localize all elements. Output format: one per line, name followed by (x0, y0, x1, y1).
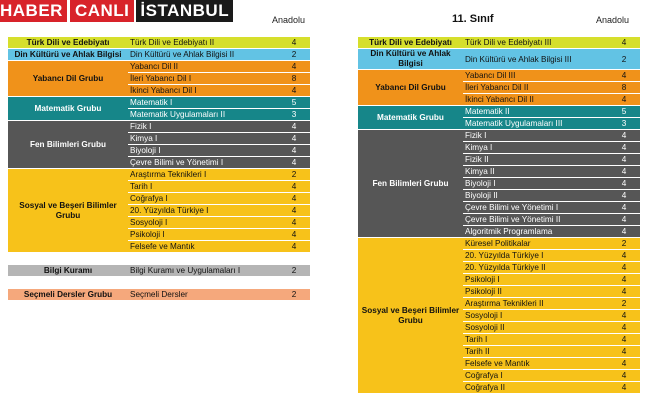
table-row (8, 265, 310, 277)
right-column-header: Anadolu (596, 15, 630, 25)
weekly-hours: 2 (608, 238, 640, 250)
course-name: Coğrafya II (463, 382, 608, 394)
weekly-hours: 4 (278, 37, 310, 49)
weekly-hours: 4 (608, 358, 640, 370)
group-name: Sosyal ve Beşeri Bilimler Grubu (358, 238, 463, 394)
table-row (358, 37, 640, 49)
course-name: Seçmeli Dersler (128, 289, 278, 301)
group-name: Yabancı Dil Grubu (8, 61, 128, 97)
group-spacer (8, 277, 310, 289)
left-curriculum-table (8, 37, 310, 301)
course-name: Coğrafya I (128, 193, 278, 205)
weekly-hours: 2 (608, 298, 640, 310)
news-channel-logo (0, 0, 233, 22)
weekly-hours: 2 (608, 49, 640, 70)
course-name: Çevre Bilimi ve Yönetimi I (128, 157, 278, 169)
course-name: Matematik I (128, 97, 278, 109)
course-name: Biyoloji I (463, 178, 608, 190)
weekly-hours: 3 (608, 118, 640, 130)
course-name: Fizik II (463, 154, 608, 166)
course-name: Matematik Uygulamaları II (128, 109, 278, 121)
course-name: Yabancı Dil III (463, 70, 608, 82)
weekly-hours: 4 (608, 94, 640, 106)
weekly-hours: 4 (608, 322, 640, 334)
weekly-hours: 4 (278, 229, 310, 241)
course-name: Felsefe ve Mantık (463, 358, 608, 370)
weekly-hours: 4 (278, 193, 310, 205)
group-name: Matematik Grubu (358, 106, 463, 130)
weekly-hours: 4 (608, 370, 640, 382)
course-name: Biyoloji I (128, 145, 278, 157)
course-name: Bilgi Kuramı ve Uygulamaları I (128, 265, 278, 277)
weekly-hours: 4 (608, 190, 640, 202)
group-name: Bilgi Kuramı (8, 265, 128, 277)
course-name: Tarih II (463, 346, 608, 358)
right-table-title: 11. Sınıf (452, 13, 494, 25)
course-name: Fizik I (128, 121, 278, 133)
course-name: İleri Yabancı Dil II (463, 82, 608, 94)
weekly-hours: 4 (608, 382, 640, 394)
course-name: Sosyoloji I (463, 310, 608, 322)
table-row (8, 289, 310, 301)
weekly-hours: 4 (608, 226, 640, 238)
course-name: Kimya II (463, 166, 608, 178)
weekly-hours: 4 (608, 142, 640, 154)
course-name: Fizik I (463, 130, 608, 142)
weekly-hours: 4 (608, 202, 640, 214)
course-name: Matematik Uygulamaları III (463, 118, 608, 130)
weekly-hours: 4 (278, 181, 310, 193)
table-row (8, 121, 310, 133)
table-row (358, 130, 640, 142)
course-name: Küresel Politikalar (463, 238, 608, 250)
logo-haber: HABER (0, 0, 67, 22)
weekly-hours: 5 (278, 97, 310, 109)
course-name: Türk Dili ve Edebiyatı II (128, 37, 278, 49)
left-column-header: Anadolu (272, 15, 306, 25)
weekly-hours: 5 (608, 106, 640, 118)
table-row (8, 169, 310, 181)
course-name: Yabancı Dil II (128, 61, 278, 73)
course-name: Kimya I (463, 142, 608, 154)
group-name: Matematik Grubu (8, 97, 128, 121)
weekly-hours: 4 (278, 85, 310, 97)
weekly-hours: 2 (278, 49, 310, 61)
weekly-hours: 4 (278, 205, 310, 217)
weekly-hours: 2 (278, 289, 310, 301)
weekly-hours: 4 (608, 154, 640, 166)
weekly-hours: 3 (278, 109, 310, 121)
course-name: 20. Yüzyılda Türkiye II (463, 262, 608, 274)
table-row (358, 106, 640, 118)
group-name: Sosyal ve Beşeri Bilimler Grubu (8, 169, 128, 253)
weekly-hours: 4 (278, 145, 310, 157)
weekly-hours: 4 (608, 346, 640, 358)
course-name: İleri Yabancı Dil I (128, 73, 278, 85)
course-name: 20. Yüzyılda Türkiye I (128, 205, 278, 217)
group-name: Din Kültürü ve Ahlak Bilgisi (8, 49, 128, 61)
right-curriculum-table (358, 37, 640, 394)
course-name: Psikoloji I (463, 274, 608, 286)
course-name: Matematik II (463, 106, 608, 118)
course-name: Din Kültürü ve Ahlak Bilgisi II (128, 49, 278, 61)
weekly-hours: 4 (608, 334, 640, 346)
course-name: Din Kültürü ve Ahlak Bilgisi III (463, 49, 608, 70)
course-name: Felsefe ve Mantık (128, 241, 278, 253)
group-name: Türk Dili ve Edebiyatı (358, 37, 463, 49)
weekly-hours: 4 (608, 250, 640, 262)
course-name: Coğrafya I (463, 370, 608, 382)
weekly-hours: 4 (608, 214, 640, 226)
group-name: Din Kültürü ve Ahlak Bilgisi (358, 49, 463, 70)
table-row (8, 97, 310, 109)
course-name: Algoritmik Programlama (463, 226, 608, 238)
course-name: Tarih I (128, 181, 278, 193)
table-row (8, 61, 310, 73)
weekly-hours: 4 (278, 133, 310, 145)
weekly-hours: 8 (608, 82, 640, 94)
logo-canli: CANLI (70, 0, 134, 22)
course-name: Çevre Bilimi ve Yönetimi I (463, 202, 608, 214)
weekly-hours: 4 (278, 217, 310, 229)
group-name: Türk Dili ve Edebiyatı (8, 37, 128, 49)
group-name: Yabancı Dil Grubu (358, 70, 463, 106)
weekly-hours: 4 (278, 121, 310, 133)
course-name: Çevre Bilimi ve Yönetimi II (463, 214, 608, 226)
weekly-hours: 4 (608, 37, 640, 49)
group-spacer (8, 253, 310, 265)
course-name: İkinci Yabancı Dil II (463, 94, 608, 106)
table-row (8, 49, 310, 61)
course-name: Psikoloji II (463, 286, 608, 298)
weekly-hours: 4 (278, 241, 310, 253)
logo-istanbul: İSTANBUL (136, 0, 233, 22)
group-name: Fen Bilimleri Grubu (8, 121, 128, 169)
table-row (358, 70, 640, 82)
weekly-hours: 4 (608, 310, 640, 322)
course-name: İkinci Yabancı Dil I (128, 85, 278, 97)
table-row (358, 49, 640, 70)
weekly-hours: 2 (278, 265, 310, 277)
weekly-hours: 4 (608, 286, 640, 298)
weekly-hours: 4 (278, 61, 310, 73)
weekly-hours: 4 (608, 274, 640, 286)
weekly-hours: 8 (278, 73, 310, 85)
course-name: Sosyoloji II (463, 322, 608, 334)
course-name: Sosyoloji I (128, 217, 278, 229)
weekly-hours: 4 (608, 70, 640, 82)
group-name: Fen Bilimleri Grubu (358, 130, 463, 238)
course-name: Biyoloji II (463, 190, 608, 202)
course-name: 20. Yüzyılda Türkiye I (463, 250, 608, 262)
weekly-hours: 4 (608, 130, 640, 142)
weekly-hours: 4 (608, 262, 640, 274)
course-name: Araştırma Teknikleri II (463, 298, 608, 310)
table-row (8, 37, 310, 49)
course-name: Psikoloji I (128, 229, 278, 241)
weekly-hours: 4 (278, 157, 310, 169)
group-name: Seçmeli Dersler Grubu (8, 289, 128, 301)
course-name: Araştırma Teknikleri I (128, 169, 278, 181)
weekly-hours: 4 (608, 178, 640, 190)
weekly-hours: 2 (278, 169, 310, 181)
course-name: Tarih I (463, 334, 608, 346)
course-name: Türk Dili ve Edebiyatı III (463, 37, 608, 49)
weekly-hours: 4 (608, 166, 640, 178)
table-row (358, 238, 640, 250)
course-name: Kimya I (128, 133, 278, 145)
